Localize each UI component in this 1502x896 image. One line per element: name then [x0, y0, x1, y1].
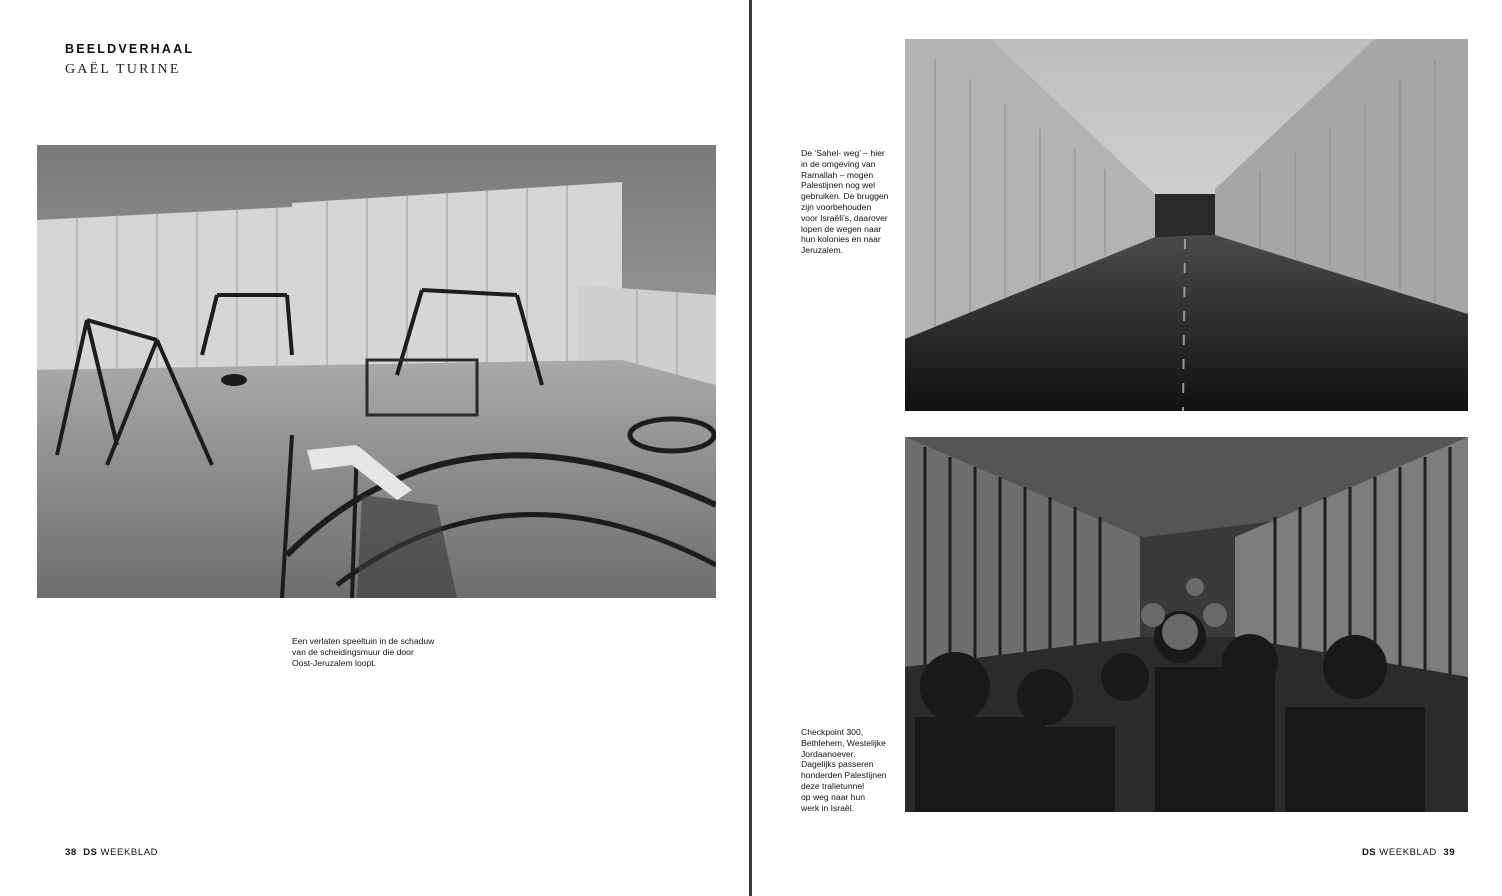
brand-ds: DS — [1362, 847, 1376, 858]
section-label: BEELDVERHAAL — [65, 42, 195, 56]
folio-right — [1362, 847, 1455, 858]
playground-photo — [37, 145, 716, 598]
road-photo — [905, 39, 1468, 411]
road-caption: De ‘Sahel- weg’ – hier in de omgeving van Ramallah – mogen Palestijnen nog wel gebruiken. De bruggen zijn voorbehouden voor Israëli’s, daarover lopen de wegen naar hun kolonies en naar Jeruzalem. — [801, 148, 889, 256]
playground-caption: Een verlaten speeltuin in de schaduw van de scheidingsmuur die door Oost-Jeruzalem loopt. — [292, 636, 435, 668]
brand-weekblad: WEEKBLAD — [100, 847, 159, 858]
checkpoint-caption: Checkpoint 300, Bethlehem, Westelijke Jordaanoever. Dagelijks passeren honderden Palestijnen deze tralietunnel op weg naar hun werk in Israël. — [801, 727, 887, 813]
brand-ds: DS — [83, 847, 98, 858]
page-number: 39 — [1443, 847, 1456, 858]
page-number: 38 — [65, 847, 77, 858]
right-page — [752, 0, 1502, 896]
author-name: GAËL TURINE — [65, 62, 181, 77]
checkpoint-photo — [905, 437, 1468, 812]
brand-weekblad: WEEKBLAD — [1379, 847, 1437, 858]
left-page — [0, 0, 750, 896]
folio-left — [65, 847, 158, 858]
